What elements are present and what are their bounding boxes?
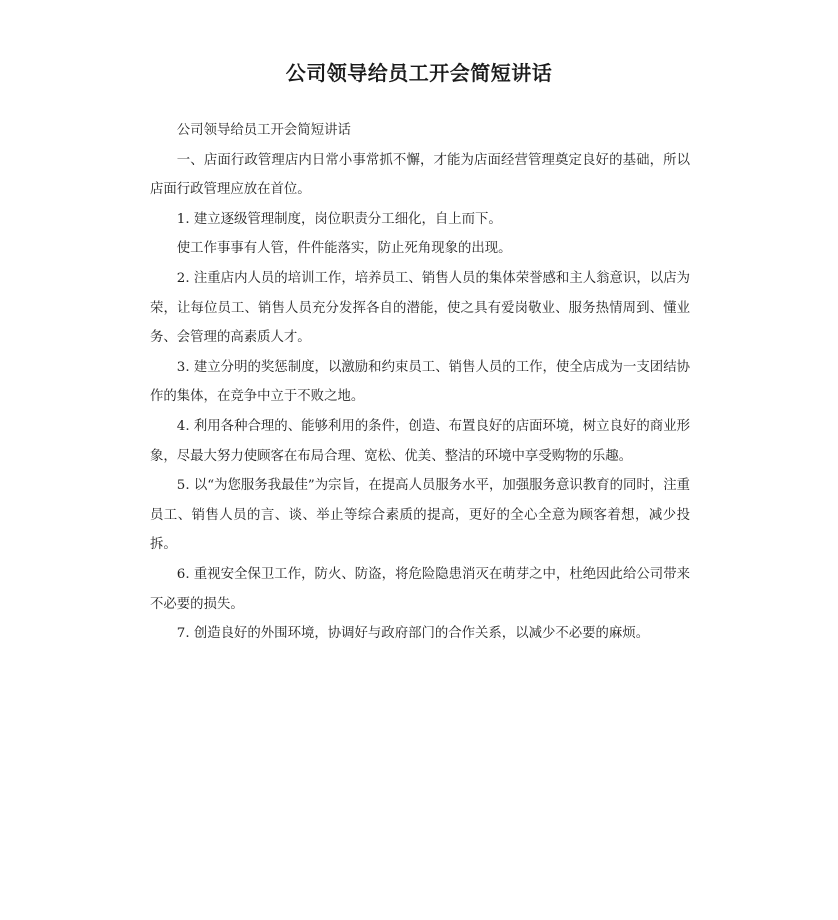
paragraph-item-2: 2. 注重店内人员的培训工作，培养员工、销售人员的集体荣誉感和主人翁意识，以店为荣，让每位员工、销售人员充分发挥各自的潜能，使之具有爱岗敬业、服务热情周到、懂业务、会管理的高素质人才。 (150, 270, 690, 346)
paragraph-item-5: 5. 以“为您服务我最佳”为宗旨，在提高人员服务水平，加强服务意识教育的同时，注重员工、销售人员的言、谈、举止等综合素质的提高，更好的全心全意为顾客着想，减少投拆。 (150, 478, 690, 553)
document-title: 公司领导给员工开会简短讲话 (285, 61, 553, 85)
paragraph-item-6: 6. 重视安全保卫工作，防火、防盗，将危险隐患消灭在萌芽之中，杜绝因此给公司带来不必要的损失。 (150, 566, 690, 612)
paragraph-section-one: 一、店面行政管理店内日常小事常抓不懈，才能为店面经营管理奠定良好的基础，所以店面行政管理应放在首位。 (150, 152, 690, 198)
paragraph-item-1-detail: 使工作事事有人管，件件能落实，防止死角现象的出现。 (176, 241, 512, 257)
paragraph-item-3: 3. 建立分明的奖惩制度，以激励和约束员工、销售人员的工作，使全店成为一支团结协作的集体，在竞争中立于不败之地。 (150, 359, 690, 405)
document-body (150, 116, 690, 649)
paragraph-item-7: 7. 创造良好的外围环境，协调好与政府部门的合作关系，以减少不必要的麻烦。 (176, 626, 650, 642)
paragraph-item-1: 1. 建立逐级管理制度，岗位职责分工细化，自上而下。 (176, 211, 502, 227)
paragraph-subtitle: 公司领导给员工开会简短讲话 (176, 123, 351, 138)
paragraph-item-4: 4. 利用各种合理的、能够利用的条件，创造、布置良好的店面环境，树立良好的商业形象，尽最大努力使顾客在布局合理、宽松、优美、整洁的环境中享受购物的乐趣。 (150, 418, 690, 464)
